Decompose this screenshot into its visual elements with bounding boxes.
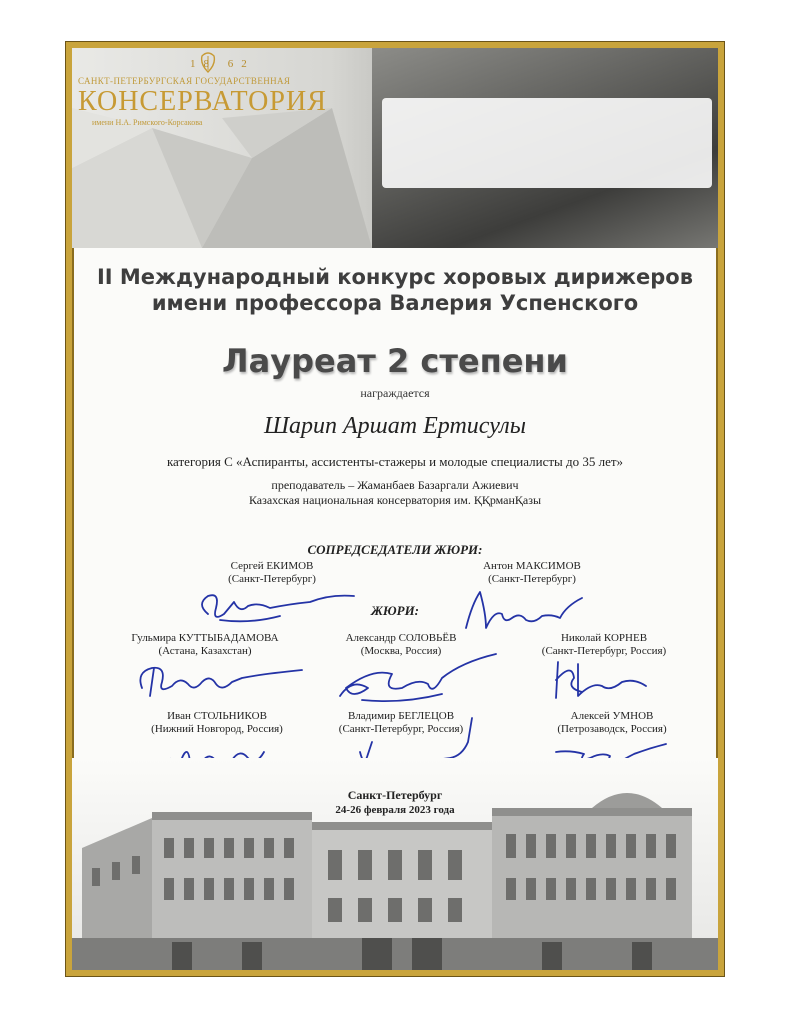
competition-title xyxy=(72,264,718,316)
jury-member-name: Гульмира КУТТЫБАДАМОВА xyxy=(131,632,279,644)
jury-member-place: (Санкт-Петербург, Россия) xyxy=(338,723,464,735)
laureate-title: Лауреат 2 степени xyxy=(222,342,568,380)
signature-kornev xyxy=(542,652,662,704)
jury-member-place: (Санкт-Петербург) xyxy=(488,573,576,585)
jury-member-name: Антон МАКСИМОВ xyxy=(483,560,581,572)
jury-heading: ЖЮРИ: xyxy=(370,603,420,618)
logo-subtitle-top: САНКТ-ПЕТЕРБУРГСКАЯ ГОСУДАРСТВЕННАЯ xyxy=(78,76,291,86)
teacher-text: преподаватель – Жаманбаев Базаргали Ажиевич xyxy=(271,478,519,492)
signature-solovyov xyxy=(332,648,502,708)
competition-title-line2: имени профессора Валерия Успенского xyxy=(151,291,639,315)
event-dates: 24-26 февраля 2023 года xyxy=(335,804,455,816)
jury-member-place: (Санкт-Петербург) xyxy=(228,573,316,585)
jury-member-name: Сергей ЕКИМОВ xyxy=(230,560,314,572)
institution-text: Казахская национальная консерватория им. ҚҚрманҚазы xyxy=(248,493,542,507)
certificate-body xyxy=(72,248,718,508)
jury-member-name: Алексей УМНОВ xyxy=(570,710,654,722)
jury-member-name: Николай КОРНЕВ xyxy=(560,632,648,644)
jury-member-place: (Нижний Новгород, Россия) xyxy=(151,723,283,735)
co-chairs-heading: СОПРЕДСЕДАТЕЛИ ЖЮРИ: xyxy=(307,542,483,557)
logo-year: 18 62 xyxy=(190,58,255,70)
co-chair-maksimov xyxy=(452,560,612,586)
header-photo-highlight xyxy=(382,98,712,188)
signature-kuttybadamova xyxy=(132,652,312,704)
jury-member-place: (Астана, Казахстан) xyxy=(158,645,252,657)
certificate-frame xyxy=(66,42,724,976)
signature-ekimov xyxy=(190,574,360,630)
jury-member-place: (Санкт-Петербург, Россия) xyxy=(541,645,667,657)
jury-member-name: Иван СТОЛЬНИКОВ xyxy=(167,710,267,722)
jury-member-name: Александр СОЛОВЬЁВ xyxy=(345,632,457,644)
header-banner xyxy=(72,48,718,248)
jury-member-name: Владимир БЕГЛЕЦОВ xyxy=(347,710,455,722)
jury-member-place: (Петрозаводск, Россия) xyxy=(557,723,667,735)
logo-wordmark: КОНСЕРВАТОРИЯ xyxy=(78,86,327,117)
competition-title-line1: II Международный конкурс хоровых дирижеров xyxy=(96,265,694,289)
conservatory-logo xyxy=(78,52,327,132)
jury-member-place: (Москва, Россия) xyxy=(360,645,442,657)
category-text: категория С «Аспиранты, ассистенты-стажеры и молодые специалисты до 35 лет» xyxy=(166,454,624,469)
logo-subtitle-bottom: имени Н.А. Римского-Корсакова xyxy=(92,118,203,127)
recipient-name: Шарип Аршат Ертисулы xyxy=(263,413,527,439)
city-label: Санкт-Петербург xyxy=(347,788,443,802)
awarded-label: награждается xyxy=(360,386,430,400)
